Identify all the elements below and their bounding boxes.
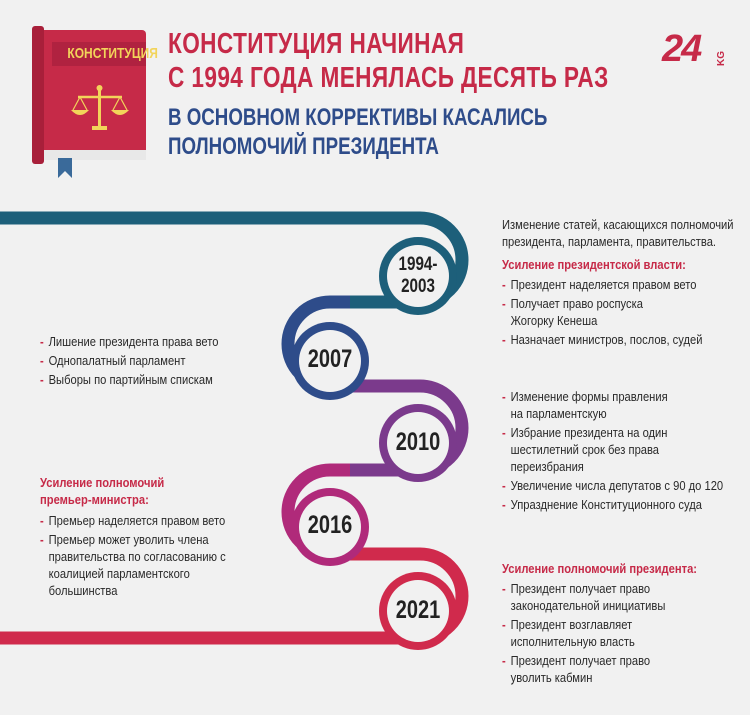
- block-2021: [502, 560, 734, 688]
- list-item: - Президент получает право уволить кабмин: [502, 652, 674, 686]
- book-label: КОНСТИТУЦИЯ: [67, 45, 158, 62]
- year-1994-line2: 2003: [401, 276, 435, 297]
- list-item: - Выборы по партийным спискам: [40, 371, 255, 388]
- list-item: - Увеличение числа депутатов с 90 до 120: [502, 477, 734, 494]
- list-item: - Лишение президента права вето: [40, 333, 255, 350]
- list-item: - Изменение формы правления на парламентскую: [502, 388, 674, 422]
- list-item: - Избрание президента на один шестилетний срок без права переизбрания: [502, 424, 683, 475]
- list-item: - Однопалатный парламент: [40, 352, 255, 369]
- subtitle-line-2: ПОЛНОМОЧИЙ ПРЕЗИДЕНТА: [168, 133, 439, 160]
- year-2010: 2010: [395, 428, 441, 456]
- year-2007: 2007: [307, 345, 353, 373]
- year-1994-line1: 1994-: [398, 254, 438, 275]
- subtitle-line-1: В ОСНОВНОМ КОРРЕКТИВЫ КАСАЛИСЬ: [168, 104, 548, 131]
- list-item: - Премьер наделяется правом вето: [40, 512, 255, 529]
- list-item: - Президент возглавляет исполнительную власть: [502, 616, 665, 650]
- block-1994: [502, 216, 734, 350]
- list-item: - Получает право роспуска Жогорку Кенеша: [502, 295, 674, 329]
- list-item: - Назначает министров, послов, судей: [502, 331, 734, 348]
- block-1994-heading: Усиление президентской власти:: [502, 257, 686, 272]
- logo-kg: KG: [716, 51, 727, 66]
- list-item: - Премьер может уволить члена правительства по согласованию с коалицией парламентского большинства: [40, 531, 251, 599]
- year-2016: 2016: [307, 511, 353, 539]
- year-2021: 2021: [395, 596, 441, 624]
- logo-24: 24: [662, 28, 701, 70]
- list-item: - Президент наделяется правом вето: [502, 276, 734, 293]
- list-item: - Упразднение Конституционного суда: [502, 496, 734, 513]
- block-2016-heading: Усиление полномочий премьер-министра:: [40, 475, 165, 507]
- list-item: - Президент получает право законодательной инициативы: [502, 580, 665, 614]
- block-1994-intro: Изменение статей, касающихся полномочий президента, парламента, правительства.: [502, 217, 734, 249]
- block-2021-heading: Усиление полномочий президента:: [502, 561, 698, 576]
- block-2016: [40, 474, 255, 601]
- title-line-2: С 1994 ГОДА МЕНЯЛАСЬ ДЕСЯТЬ РАЗ: [168, 62, 609, 94]
- block-2007: [40, 333, 255, 390]
- block-2010: [502, 388, 734, 515]
- title-line-1: КОНСТИТУЦИЯ НАЧИНАЯ: [168, 28, 465, 60]
- year-1994-2003: [386, 254, 450, 298]
